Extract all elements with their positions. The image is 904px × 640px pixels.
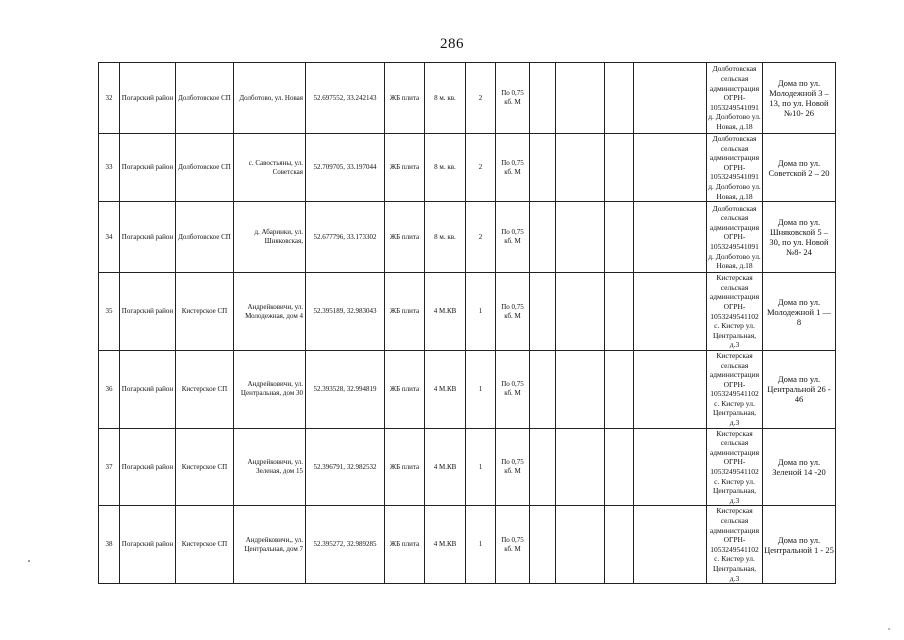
- cell-district: Погарский район: [120, 428, 176, 506]
- cell-address: Андрейковичи, ул. Зеленая, дом 15: [234, 428, 306, 506]
- cell-empty: [605, 134, 634, 202]
- table-row: [99, 350, 836, 428]
- cell-settlement: Долботовское СП: [176, 134, 234, 202]
- cell-number: 35: [99, 273, 120, 351]
- cell-settlement: Кистерское СП: [176, 428, 234, 506]
- cell-surface: ЖБ плита: [385, 63, 425, 134]
- cell-empty: [605, 350, 634, 428]
- scan-speck: [28, 560, 30, 562]
- cell-empty: [605, 273, 634, 351]
- cell-settlement: Долботовское СП: [176, 202, 234, 273]
- cell-surface: ЖБ плита: [385, 506, 425, 584]
- cell-empty: [530, 350, 556, 428]
- table-row: [99, 63, 836, 134]
- cell-district: Погарский район: [120, 506, 176, 584]
- cell-empty: [530, 63, 556, 134]
- cell-empty: [530, 428, 556, 506]
- cell-coordinates: 52.395189, 32.983043: [306, 273, 385, 351]
- cell-address: Долботово, ул. Новая: [234, 63, 306, 134]
- table-row: [99, 273, 836, 351]
- container-sites-table: [98, 62, 836, 584]
- cell-address: Андрейковичи, ул. Центральная, дом 30: [234, 350, 306, 428]
- cell-empty: [634, 506, 707, 584]
- cell-settlement: Кистерское СП: [176, 350, 234, 428]
- cell-coordinates: 52.697552, 33.242143: [306, 63, 385, 134]
- cell-empty: [634, 273, 707, 351]
- cell-address: Андрейковичи,, ул. Центральная, дом 7: [234, 506, 306, 584]
- cell-number: 36: [99, 350, 120, 428]
- cell-empty: [556, 134, 605, 202]
- cell-area: 4 М.КВ: [425, 506, 466, 584]
- cell-number: 32: [99, 63, 120, 134]
- cell-area: 8 м. кв.: [425, 63, 466, 134]
- cell-empty: [634, 202, 707, 273]
- cell-volume: По 0,75 кб. М: [496, 63, 530, 134]
- cell-served-houses: Дома по ул. Молодежной 1 — 8: [763, 273, 836, 351]
- cell-empty: [530, 134, 556, 202]
- cell-area: 4 М.КВ: [425, 350, 466, 428]
- cell-number: 37: [99, 428, 120, 506]
- cell-administration: Долботовская сельская администрация ОГРН- 1053249541091 д. Долботово ул. Новая, д.18: [708, 134, 761, 201]
- cell-empty: [605, 63, 634, 134]
- cell-empty: [556, 63, 605, 134]
- cell-empty: [634, 428, 707, 506]
- cell-district: Погарский район: [120, 273, 176, 351]
- cell-volume: По 0,75 кб. М: [496, 134, 530, 202]
- cell-served-houses: Дома по ул. Центральной 26 - 46: [763, 350, 836, 428]
- cell-surface: ЖБ плита: [385, 202, 425, 273]
- cell-area: 4 М.КВ: [425, 273, 466, 351]
- cell-empty: [605, 506, 634, 584]
- scan-speck: [888, 628, 890, 630]
- cell-coordinates: 52.396791, 32.982532: [306, 428, 385, 506]
- cell-coordinates: 52.395272, 32.989285: [306, 506, 385, 584]
- cell-empty: [530, 273, 556, 351]
- cell-settlement: Долботовское СП: [176, 63, 234, 134]
- cell-surface: ЖБ плита: [385, 273, 425, 351]
- table-row: [99, 134, 836, 202]
- cell-served-houses: Дома по ул. Шняковской 5 – 30, по ул. Новой №8- 24: [763, 202, 836, 273]
- cell-empty: [634, 134, 707, 202]
- cell-empty: [556, 506, 605, 584]
- cell-served-houses: Дома по ул. Зеленой 14 -20: [763, 428, 836, 506]
- cell-surface: ЖБ плита: [385, 428, 425, 506]
- cell-volume: По 0,75 кб. М: [496, 506, 530, 584]
- cell-container-count: 1: [466, 273, 496, 351]
- cell-empty: [556, 428, 605, 506]
- table-body: [99, 63, 836, 584]
- cell-container-count: 1: [466, 428, 496, 506]
- cell-address: с. Савостьяны, ул. Советская: [234, 134, 306, 202]
- cell-administration: Кистерская сельская администрация ОГРН- 1053249541102 с. Кистер ул. Центральная, д.3: [707, 428, 763, 506]
- cell-empty: [530, 506, 556, 584]
- cell-number: 38: [99, 506, 120, 584]
- cell-volume: По 0,75 кб. М: [496, 273, 530, 351]
- cell-surface: ЖБ плита: [385, 350, 425, 428]
- cell-container-count: 2: [466, 63, 496, 134]
- cell-settlement: Кистерское СП: [176, 506, 234, 584]
- cell-number: 33: [99, 134, 120, 202]
- page-number: 286: [440, 36, 464, 52]
- cell-district: Погарский район: [120, 202, 176, 273]
- cell-volume: По 0,75 кб. М: [496, 202, 530, 273]
- cell-settlement: Кистерское СП: [176, 273, 234, 351]
- cell-administration: Кистерская сельская администрация ОГРН- 1053249541102 с. Кистер ул. Центральная, д.3: [707, 506, 763, 584]
- cell-address: Андрейковичи, ул. Молодежная, дом 4: [234, 273, 306, 351]
- cell-served-houses: Дома по ул. Молодежной 3 – 13, по ул. Новой №10- 26: [763, 63, 836, 134]
- cell-served-houses: Дома по ул. Центральной 1 - 25: [763, 506, 836, 584]
- table-row: [99, 506, 836, 584]
- cell-empty: [556, 273, 605, 351]
- cell-volume: По 0,75 кб. М: [496, 428, 530, 506]
- table-row: [99, 428, 836, 506]
- cell-coordinates: 52.393528, 32.994819: [306, 350, 385, 428]
- cell-number: 34: [99, 202, 120, 273]
- cell-coordinates: 52.677796, 33.173302: [306, 202, 385, 273]
- cell-container-count: 1: [466, 506, 496, 584]
- cell-empty: [605, 428, 634, 506]
- cell-empty: [605, 202, 634, 273]
- cell-district: Погарский район: [120, 350, 176, 428]
- cell-empty: [556, 202, 605, 273]
- cell-area: 8 м. кв.: [425, 202, 466, 273]
- cell-administration: Долботовская сельская администрация ОГРН- 1053249541091 д. Долботово ул. Новая, д.18: [707, 202, 763, 273]
- cell-district: Погарский район: [120, 63, 176, 134]
- cell-area: 8 м. кв.: [425, 134, 466, 202]
- cell-empty: [556, 350, 605, 428]
- cell-administration: Кистерская сельская администрация ОГРН- 1053249541102 с. Кистер ул. Центральная, д.3: [707, 350, 763, 428]
- cell-area: 4 М.КВ: [425, 428, 466, 506]
- cell-empty: [634, 63, 707, 134]
- cell-empty: [634, 350, 707, 428]
- cell-volume: По 0,75 кб. М: [496, 350, 530, 428]
- table-row: [99, 202, 836, 273]
- cell-served-houses: Дома по ул. Советской 2 – 20: [763, 134, 836, 202]
- cell-administration: Кистерская сельская администрация ОГРН- 1053249541102 с. Кистер ул. Центральная, д.3: [707, 273, 763, 351]
- cell-container-count: 2: [466, 202, 496, 273]
- cell-coordinates: 52.709705, 33.197044: [306, 134, 385, 202]
- cell-container-count: 1: [466, 350, 496, 428]
- cell-administration: Долботовская сельская администрация ОГРН- 1053249541091 д. Долботово ул. Новая, д.18: [707, 63, 763, 134]
- cell-container-count: 2: [466, 134, 496, 202]
- cell-district: Погарский район: [120, 134, 176, 202]
- cell-address: д. Абаринки, ул. Шняковская,: [234, 202, 306, 273]
- cell-empty: [530, 202, 556, 273]
- cell-surface: ЖБ плита: [385, 134, 425, 202]
